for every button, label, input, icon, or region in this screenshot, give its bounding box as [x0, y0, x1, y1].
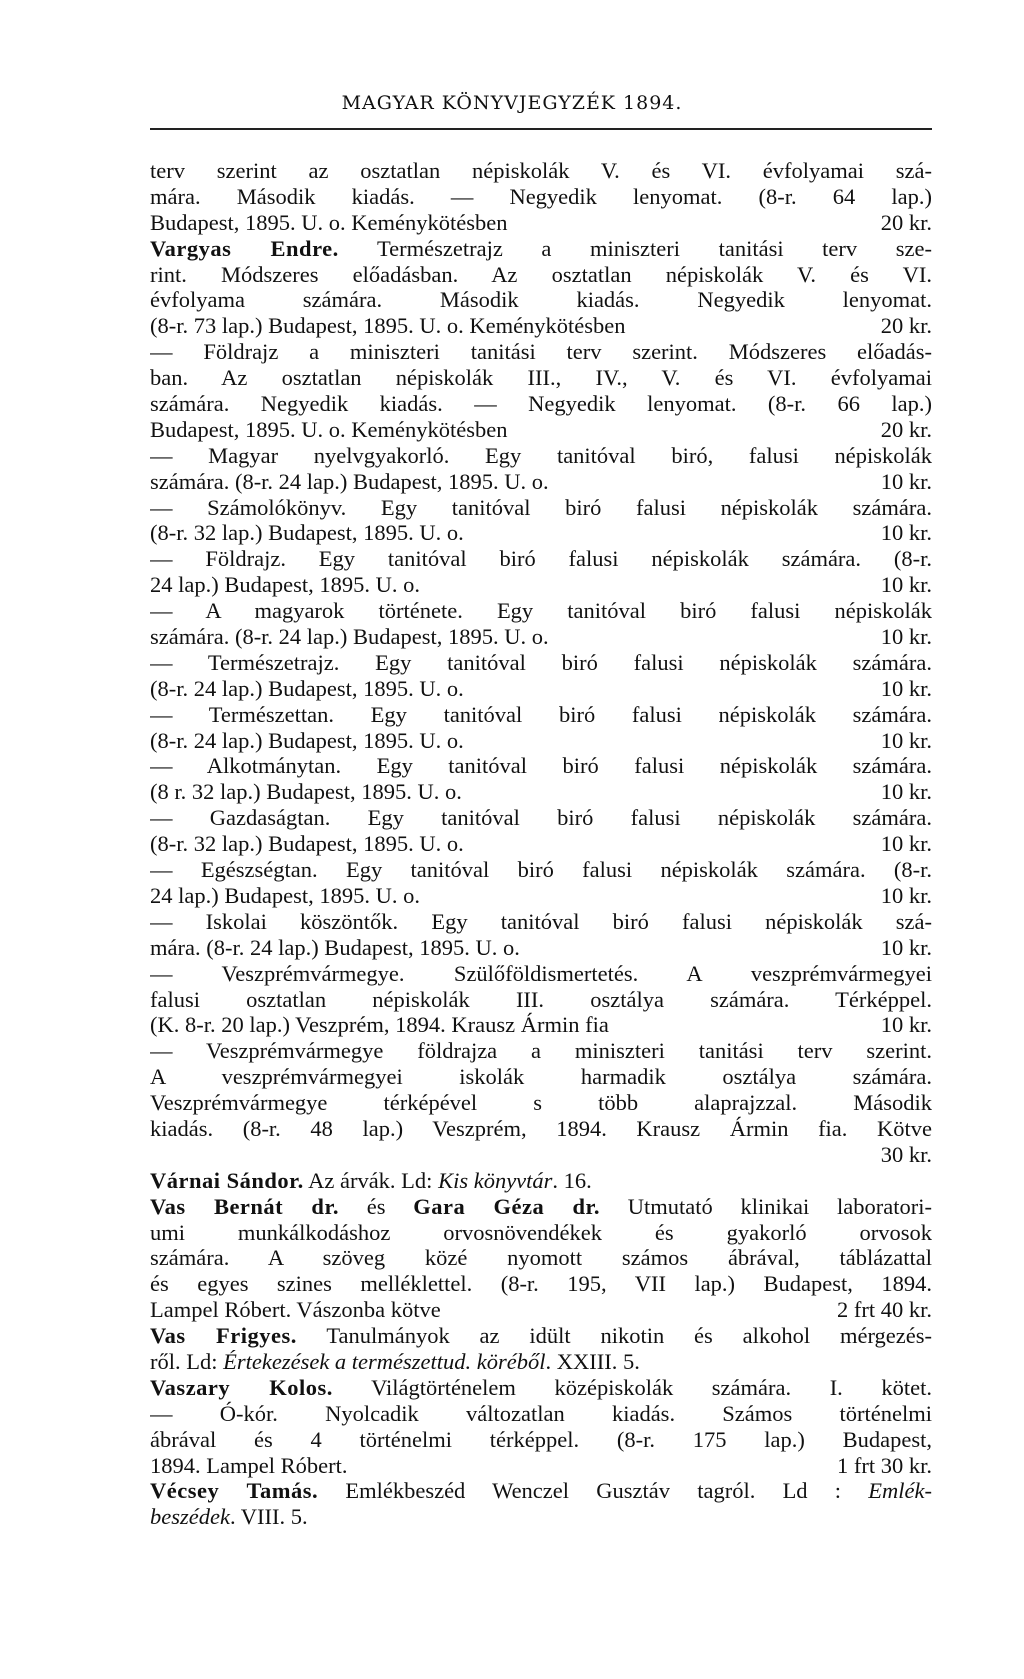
catalog-line: [150, 417, 932, 443]
catalog-line: [150, 961, 932, 987]
entry-text: (8 r. 32 lap.) Budapest, 1895. U. o.: [150, 779, 462, 805]
author-name: Vécsey Tamás.: [150, 1478, 319, 1504]
catalog-line: [150, 365, 932, 391]
catalog-line: [150, 598, 932, 624]
entry-text: Budapest, 1895. U. o. Keménykötésben: [150, 209, 508, 235]
entry-text: számára. Negyedik kiadás. — Negyedik lenyomat. (8-r. 66 lap.): [150, 391, 932, 417]
entry-text: 24 lap.) Budapest, 1895. U. o.: [150, 572, 420, 598]
catalog-line: [150, 572, 932, 598]
entry-text: ban. Az osztatlan népiskolák III., IV., V. és VI. évfolyamai: [150, 365, 932, 391]
entry-text: . 16.: [552, 1167, 592, 1193]
entry-text: — Alkotmánytan. Egy tanitóval biró falusi népiskolák számára.: [150, 753, 932, 779]
catalog-line: [150, 728, 932, 754]
entry-text: Természetrajz a miniszteri tanitási terv sze-: [338, 235, 932, 261]
catalog-line: [150, 935, 932, 961]
entry-text: — Magyar nyelvgyakorló. Egy tanitóval biró, falusi népiskolák: [150, 442, 932, 468]
catalog-line: [150, 857, 932, 883]
series-title: Emlék-: [868, 1478, 932, 1504]
entry-text: 24 lap.) Budapest, 1895. U. o.: [150, 882, 420, 908]
catalog-line: [150, 1090, 932, 1116]
catalog-line: [150, 469, 932, 495]
catalog-line: [150, 1064, 932, 1090]
price: 10 kr.: [880, 882, 932, 908]
catalog-line: [150, 262, 932, 288]
entry-text: — Természetrajz. Egy tanitóval biró falusi népiskolák számára.: [150, 649, 932, 675]
running-head: MAGYAR KÖNYVJEGYZÉK 1894.: [341, 92, 683, 114]
entry-text: rint. Módszeres előadásban. Az osztatlan népiskolák V. és VI.: [150, 261, 932, 287]
author-name: Vas Frigyes.: [150, 1323, 297, 1349]
entry-text: Utmutató klinikai laboratori-: [600, 1193, 932, 1219]
catalog-line: [150, 883, 932, 909]
series-title: Kis könyvtár: [438, 1167, 553, 1193]
entry-text: (8-r. 24 lap.) Budapest, 1895. U. o.: [150, 675, 464, 701]
entry-text: — Földrajz. Egy tanitóval biró falusi népiskolák számára. (8-r.: [150, 546, 932, 572]
catalog-line: [150, 339, 932, 365]
catalog-line: [150, 546, 932, 572]
catalog-line: [150, 1220, 932, 1246]
header-rule: [150, 128, 932, 130]
entry-text: Az árvák. Ld:: [303, 1167, 439, 1193]
catalog-line: [150, 313, 932, 339]
catalog-line: [150, 287, 932, 313]
entry-text: évfolyama számára. Második kiadás. Negyedik lenyomat.: [150, 287, 932, 313]
catalog-line: [150, 1427, 932, 1453]
entry-text: 1894. Lampel Róbert.: [150, 1452, 348, 1478]
entry-text: (8-r. 32 lap.) Budapest, 1895. U. o.: [150, 520, 464, 546]
entry-text: — Földrajz a miniszteri tanitási terv szerint. Módszeres előadás-: [150, 339, 932, 365]
price: 20 kr.: [880, 313, 932, 339]
entry-text: (8-r. 24 lap.) Budapest, 1895. U. o.: [150, 727, 464, 753]
entry-text: Lampel Róbert. Vászonba kötve: [150, 1297, 441, 1323]
catalog-line: [150, 779, 932, 805]
catalog-line: [150, 1504, 932, 1530]
catalog-line: [150, 987, 932, 1013]
price: 10 kr.: [880, 831, 932, 857]
catalog-line: [150, 236, 932, 262]
catalog-line: [150, 1142, 932, 1168]
catalog-line: [150, 1401, 932, 1427]
catalog-line: [150, 1245, 932, 1271]
entry-text: — A magyarok története. Egy tanitóval biró falusi népiskolák: [150, 598, 932, 624]
entry-text: számára. A szöveg közé nyomott számos ábrával, táblázattal: [150, 1245, 932, 1271]
catalog-line: [150, 1323, 932, 1349]
price: 10 kr.: [880, 468, 932, 494]
price: 10 kr.: [880, 934, 932, 960]
catalog-line: [150, 1194, 932, 1220]
catalog-line: [150, 184, 932, 210]
catalog-line: [150, 158, 932, 184]
catalog-line: [150, 805, 932, 831]
price: 30 kr.: [880, 1141, 932, 1167]
entry-text: — Iskolai köszöntők. Egy tanitóval biró falusi népiskolák szá-: [150, 908, 932, 934]
price: 10 kr.: [880, 779, 932, 805]
catalog-line: [150, 495, 932, 521]
price: 2 frt 40 kr.: [837, 1297, 932, 1323]
entry-text: — Számolókönyv. Egy tanitóval biró falusi népiskolák számára.: [150, 494, 932, 520]
catalog-line: [150, 624, 932, 650]
entry-text: ábrával és 4 történelmi térképpel. (8-r. 175 lap.) Budapest,: [150, 1426, 932, 1452]
catalog-line: [150, 909, 932, 935]
price: 10 kr.: [880, 572, 932, 598]
catalog-line: [150, 391, 932, 417]
author-name: Gara Géza dr.: [413, 1193, 601, 1219]
entry-text: és: [339, 1193, 414, 1219]
entry-text: mára. Második kiadás. — Negyedik lenyomat. (8-r. 64 lap.): [150, 183, 932, 209]
entry-text: terv szerint az osztatlan népiskolák V. és VI. évfolyamai szá-: [150, 158, 932, 183]
author-name: Vargyas Endre.: [150, 235, 339, 261]
catalog-line: [150, 210, 932, 236]
price: 10 kr.: [880, 520, 932, 546]
entry-text: (K. 8-r. 20 lap.) Veszprém, 1894. Krausz Ármin fia: [150, 1012, 609, 1038]
entry-text: számára. (8-r. 24 lap.) Budapest, 1895. U. o.: [150, 624, 549, 650]
entry-text: — Ó-kór. Nyolcadik változatlan kiadás. Számos történelmi: [150, 1400, 932, 1426]
entry-text: számára. (8-r. 24 lap.) Budapest, 1895. U. o.: [150, 468, 549, 494]
entry-text: — Egészségtan. Egy tanitóval biró falusi népiskolák számára. (8-r.: [150, 857, 932, 883]
catalog-entries: [150, 158, 932, 1530]
entry-text: A veszprémvármegyei iskolák harmadik osztálya számára.: [150, 1064, 932, 1090]
entry-text: Emlékbeszéd Wenczel Gusztáv tagról. Ld :: [318, 1478, 869, 1504]
catalog-line: [150, 702, 932, 728]
catalog-line: [150, 1375, 932, 1401]
catalog-line: [150, 753, 932, 779]
catalog-line: [150, 831, 932, 857]
entry-text: umi munkálkodáshoz orvosnövendékek és gyakorló orvosok: [150, 1219, 932, 1245]
entry-text: kiadás. (8-r. 48 lap.) Veszprém, 1894. Krausz Ármin fia. Kötve: [150, 1115, 932, 1141]
entry-text: mára. (8-r. 24 lap.) Budapest, 1895. U. o.: [150, 934, 520, 960]
entry-text: Veszprémvármegye térképével s több alaprajzzal. Második: [150, 1090, 932, 1116]
price: 20 kr.: [880, 416, 932, 442]
catalog-line: [150, 1038, 932, 1064]
entry-text: — Természettan. Egy tanitóval biró falusi népiskolák számára.: [150, 701, 932, 727]
catalog-line: [150, 1012, 932, 1038]
price: 10 kr.: [880, 624, 932, 650]
catalog-line: [150, 443, 932, 469]
catalog-line: [150, 1168, 932, 1194]
catalog-line: [150, 1478, 932, 1504]
price: 10 kr.: [880, 675, 932, 701]
entry-text: Világtörténelem középiskolák számára. I. kötet.: [332, 1374, 932, 1400]
entry-text: és egyes szines melléklettel. (8-r. 195, VII lap.) Budapest, 1894.: [150, 1271, 932, 1297]
catalog-line: [150, 1453, 932, 1479]
entry-text: (8-r. 73 lap.) Budapest, 1895. U. o. Keménykötésben: [150, 313, 626, 339]
entry-text: — Veszprémvármegye. Szülőföldismertetés. A veszprémvármegyei: [150, 960, 932, 986]
price: 20 kr.: [880, 209, 932, 235]
entry-text: . XXIII. 5.: [545, 1348, 640, 1374]
entry-text: (8-r. 32 lap.) Budapest, 1895. U. o.: [150, 831, 464, 857]
price: 10 kr.: [880, 727, 932, 753]
catalog-line: [150, 1116, 932, 1142]
catalog-line: [150, 676, 932, 702]
catalog-line: [150, 650, 932, 676]
entry-text: Tanulmányok az idült nikotin és alkohol mérgezés-: [296, 1323, 932, 1349]
entry-text: — Gazdaságtan. Egy tanitóval biró falusi népiskolák számára.: [150, 805, 932, 831]
author-name: Vas Bernát dr.: [150, 1193, 339, 1219]
entry-text: falusi osztatlan népiskolák III. osztálya számára. Térképpel.: [150, 986, 932, 1012]
author-name: Vaszary Kolos.: [150, 1374, 333, 1400]
entry-text: . VIII. 5.: [229, 1504, 308, 1530]
catalog-line: [150, 1297, 932, 1323]
price: 10 kr.: [880, 1012, 932, 1038]
series-title: Értekezések a természettud. köréből: [223, 1348, 546, 1374]
entry-text: — Veszprémvármegye földrajza a miniszteri tanitási terv szerint.: [150, 1038, 932, 1064]
price: 1 frt 30 kr.: [837, 1452, 932, 1478]
catalog-line: [150, 1271, 932, 1297]
catalog-line: [150, 1349, 932, 1375]
series-title: beszédek: [150, 1504, 230, 1530]
catalog-line: [150, 520, 932, 546]
author-name: Várnai Sándor.: [150, 1167, 304, 1193]
entry-text: Budapest, 1895. U. o. Keménykötésben: [150, 416, 508, 442]
entry-text: ről. Ld:: [150, 1348, 224, 1374]
